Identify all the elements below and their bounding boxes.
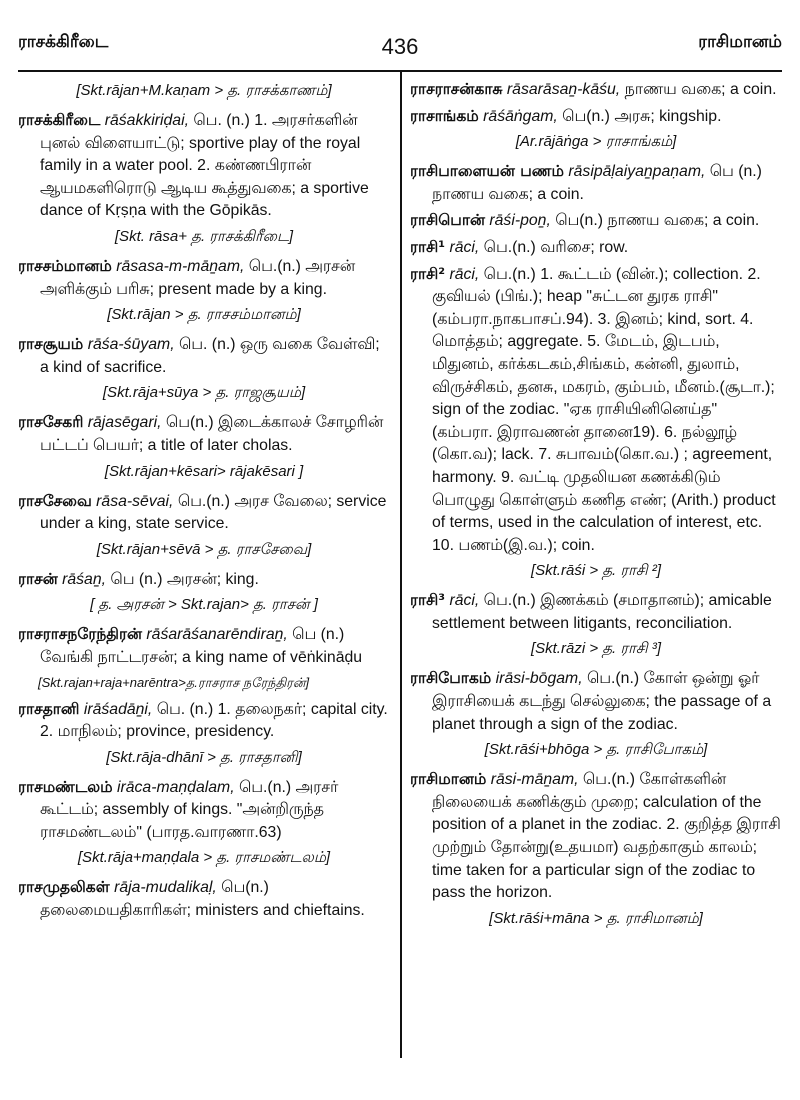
entry-definition: பெ (n.) நாணய வகை; a coin. [432,163,762,203]
entry-definition: பெ(n.) அரசு; kingship. [557,107,722,125]
entry-transliteration: irāśadāṉi, [83,700,153,718]
left-column [18,78,390,1060]
entry-definition: பெ.(n.) இணக்கம் (சமாதானம்); amicable settlement between litigants, reconciliation. [432,592,772,632]
etymology-note: [Skt.rāśi > த. ராசி ²] [530,562,662,580]
entry-definition: பெ(n.) இடைக்காலச் சோழரின் பட்டப் பெயர்; a title of later cholas. [40,414,384,454]
entry-headword: ராசக்கிரீடை [18,111,101,129]
entry-transliteration: irāsi-bōgam, [495,670,583,688]
etymology-note: [Skt.rāśi+māna > த. ராசிமானம்] [489,909,703,927]
entry-transliteration: rāci, [449,238,480,256]
dictionary-entry [410,667,782,736]
dictionary-entry [18,876,390,922]
entry-headword: ராசசம்மானம் [18,256,112,275]
entry-definition: நாணய வகை; a coin. [620,81,777,98]
dictionary-entry [410,105,782,129]
etymology-note: [Skt.rāśi+bhōga > த. ராசிபோகம்] [484,741,708,759]
page-header [18,30,782,62]
entry-transliteration: rāśāṅgam, [483,107,558,125]
entry-transliteration: rāci, [449,265,480,283]
entry-transliteration: rāsasa-m-māṉam, [116,257,245,275]
entry-headword: ராசாங்கம் [410,106,479,125]
entry-headword: ராசராசன்காசு [410,80,503,98]
dictionary-entry [18,255,390,301]
entry-transliteration: rāśa-śūyam, [87,336,175,354]
entry-definition: பெ. (n.) 1. தலைநகர்; capital city. 2. மாநிலம்; province, presidency. [40,700,388,741]
dictionary-entry [18,698,390,744]
entry-definition: பெ (n.) வேங்கி நாட்டரசன்; a king name of vēṅkināḍu [40,626,363,666]
entry-transliteration: rāci, [449,592,480,610]
entry-transliteration: rāśarāśanarēndiraṉ, [146,626,288,644]
dictionary-entry [410,768,782,905]
etymology-note: [Ar.rājāṅga > ராசாங்கம்] [515,133,677,151]
header-first-headword: ராசக்கிரீடை [18,32,109,52]
entry-definition: பெ.(n.) அரச வேலை; service under a king, state service. [40,492,387,533]
entry-definition: பெ.(n.) வரிசை; row. [479,238,629,256]
entry-definition: பெ(n.) நாணய வகை; a coin. [550,212,760,230]
entry-transliteration: rājasēgari, [87,414,162,432]
etymology-note: [Skt.rājan > த. ராசசம்மானம்] [107,306,301,324]
dictionary-entry [18,623,390,669]
header-last-headword: ராசிமானம் [698,32,782,52]
entry-transliteration: rāja-mudalikaḷ, [114,879,217,897]
entry-transliteration: rāśakkiriḍai, [104,112,189,129]
entry-definition: பெ. (n.) ஒரு வகை வேள்வி; a kind of sacrifice. [40,336,380,376]
etymology-note: [Skt.rājan+sēvā > த. ராசசேவை] [96,540,312,558]
entry-definition: பெ.(n.) அரசன் அளிக்கும் பரிசு; present made by a king. [40,257,356,298]
entry-transliteration: irāca-maṇḍalam, [116,778,235,796]
entry-definition: பெ. (n.) 1. அரசர்களின் புனல் விளையாட்டு; sportive play of the royal family in a water pool. 2. கண்ணபிரான் ஆயமகளிரொடு ஆடிய கூத்துவகை; a sportive dance of Kṛṣṇa with the Gōpikās. [40,112,369,220]
entry-headword: ராசசூயம் [18,335,84,354]
entry-definition: பெ.(n.) 1. கூட்டம் (வின்.); collection. 2. குவியல் (பிங்.); heap "சுட்டன துரக ராசி" (கம்பரா.நாகபாசப்.94). 3. இனம்; kind, sort. 4. மொத்தம்; aggregate. 5. மேடம், இடபம், மிதுனம், கர்க்கடகம்,சிங்கம், கன்னி, துலாம், விருச்சிகம், தனசு, மகரம், கும்பம், மீனம்.(சூடா.); sign of the zodiac. "ஏக ராசியினினெய்த" (கம்பரா. இராவணன் தானை19). 6. நல்லூழ் (கொ.வ); lack. 7. சுபாவம்(கொ.வ.) ; agreement, harmony. 9. வட்டி முதலியன கணக்கிடும் பொழுது கொள்ளும் கணித எண்; (Arith.) product of terms, used in the calculation of interest, etc. 10. பணம்(இ.வ.); coin. [432,265,776,554]
entry-transliteration: rāśi-poṉ, [489,212,551,230]
entry-definition: பெ.(n.) அரசர் கூட்டம்; assembly of kings. "அன்றிருந்த ராசமண்டலம்" (பாரத.வாரணா.63) [40,778,339,841]
entry-transliteration: rāsipāḷaiyaṉpaṇam, [568,163,706,181]
entry-headword: ராசிமானம் [410,770,487,789]
dictionary-entry [410,209,782,233]
entry-definition: பெ.(n.) கோள் ஒன்று ஓர் இராசியைக் கடந்து செல்லுகை; the passage of a planet through a sign of the zodiac. [432,670,772,733]
dictionary-entry [410,263,782,558]
etymology-note: [Skt.rāja-dhānī > த. ராசதானி] [106,748,302,766]
entry-headword: ராசி² [410,264,446,283]
entry-headword: ராசி¹ [410,237,446,256]
etymology-note: [Skt.rājan+M.kaṇam > த. ராசக்காணம்] [76,82,332,99]
entry-headword: ராசிபொன் [410,211,485,230]
dictionary-entry [18,776,390,845]
entry-transliteration: rāsarāsaṉ-kāśu, [506,81,621,98]
dictionary-entry [410,160,782,206]
dictionary-entry [18,490,390,536]
entry-headword: ராசதானி [18,699,80,718]
dictionary-entry [18,568,390,592]
dictionary-entry [18,109,390,223]
etymology-note: [Skt.rājan+kēsari> rājakēsari ] [104,462,304,480]
entry-headword: ராசசேகரி [18,413,84,432]
entry-definition: பெ (n.) அரசன்; king. [106,570,259,588]
etymology-note: [Skt.rāja+maṇḍala > த. ராசமண்டலம்] [77,849,331,867]
etymology-note: [ த. அரசன் > Skt.rajan> த. ராசன் ] [90,596,318,614]
etymology-note: [Skt. rāsa+ த. ராசக்கிரீடை] [114,227,294,245]
entry-headword: ராசமுதலிகள் [18,878,110,897]
dictionary-entry [18,333,390,379]
dictionary-entry [410,589,782,635]
entry-definition: பெ(n.) தலைமையதிகாரிகள்; ministers and chieftains. [40,879,365,920]
entry-transliteration: rāsa-sēvai, [96,492,174,510]
entry-headword: ராசராசநரேந்திரன் [18,625,143,644]
column-divider [400,70,402,1058]
entry-headword: ராசிபோகம் [410,669,492,688]
dictionary-entry [410,236,782,260]
entry-headword: ராசி³ [410,591,446,610]
entry-headword: ராசமண்டலம் [18,777,113,796]
entry-headword: ராசசேவை [18,491,92,510]
entry-transliteration: rāsi-māṉam, [490,771,579,789]
etymology-note: [Skt.rajan+raja+narēntra>த.ராசராச நரேந்திரன்] [38,674,310,690]
dictionary-entry [18,411,390,457]
entry-definition: பெ.(n.) கோள்களின் நிலையைக் கணிக்கும் முறை; calculation of the position of a planet in the zodiac. 2. குறித்த இராசி முற்றும் தோன்று(உதயமா) வதற்காகும் காலம்; time taken for a particular sign of the zodiac to pass the horizon. [432,771,781,902]
etymology-note: [Skt.rāzi > த. ராசி ³] [530,640,662,658]
etymology-note: [Skt.rāja+sūya > த. ராஜசூயம்] [102,384,306,402]
entry-headword: ராசன் [18,569,58,588]
right-column [410,78,782,1060]
entry-headword: ராசிபாளையன் பணம் [410,162,564,181]
entry-transliteration: rāśaṉ, [62,570,107,588]
page-number: 436 [381,34,419,59]
dictionary-entry [410,78,782,102]
